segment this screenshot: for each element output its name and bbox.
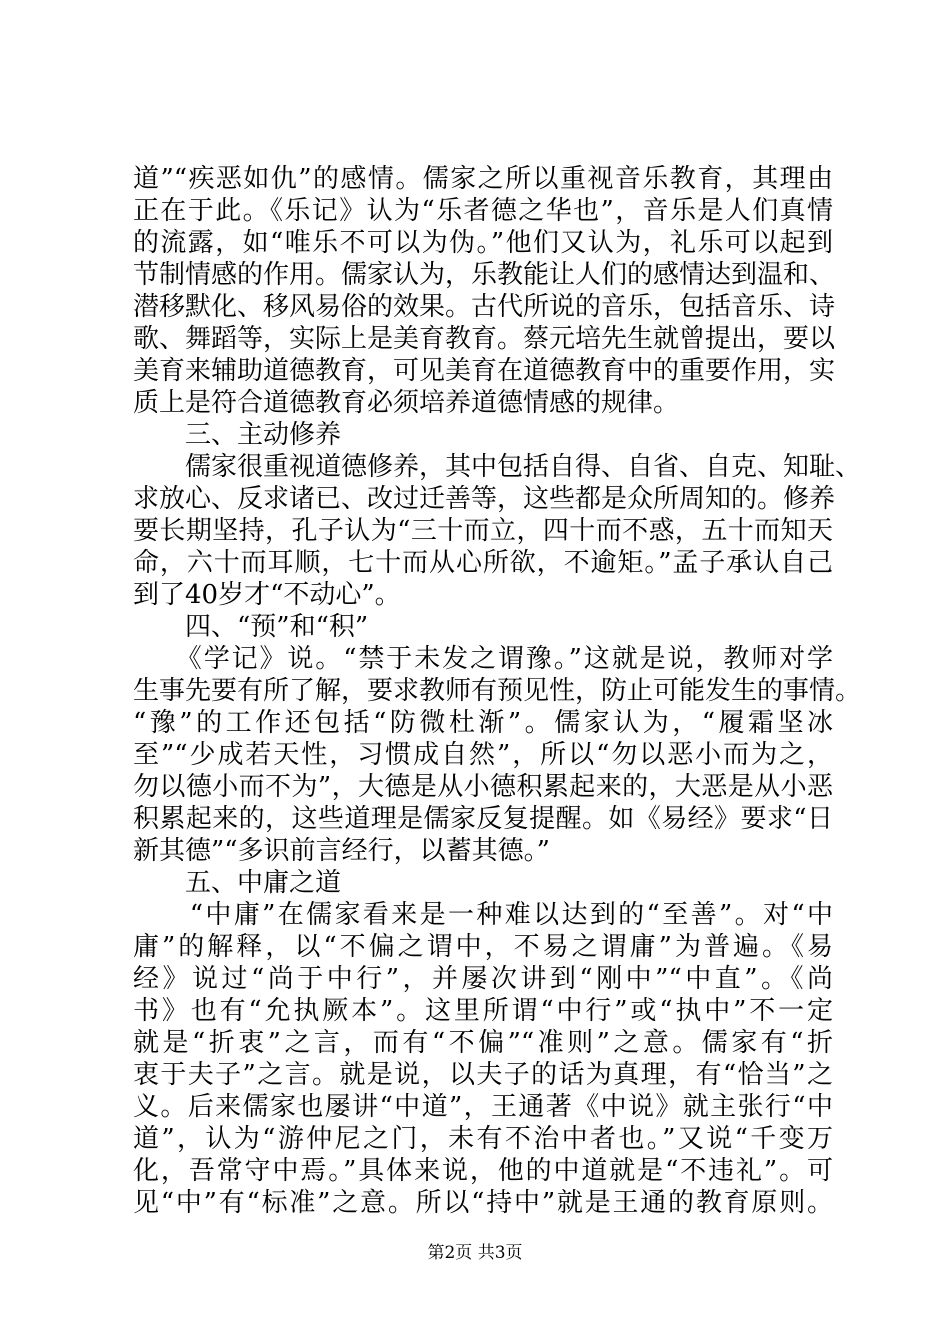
body-line: 至”“少成若天性，习惯成自然”，所以“勿以恶小而为之，: [133, 740, 833, 770]
body-line: 潜移默化、移风易俗的效果。古代所说的音乐，包括音乐、诗: [133, 292, 836, 322]
body-line: 正在于此。《乐记》认为“乐者德之华也”，音乐是人们真情: [133, 196, 833, 226]
body-line: 庸”的解释，以“不偏之谓中，不易之谓庸”为普遍。《易: [133, 932, 833, 962]
body-line: “豫”的工作还包括“防微杜渐”。儒家认为，“履霜坚冰: [133, 708, 833, 738]
body-line: 就是“折衷”之言，而有“不偏”“准则”之意。儒家有“折: [133, 1028, 833, 1058]
body-line: “中庸”在儒家看来是一种难以达到的“至善”。对“中: [133, 900, 833, 930]
body-line: 书》也有“允执厥本”。这里所谓“中行”或“执中”不一定: [133, 996, 833, 1026]
body-line: 到了40岁才“不动心”。: [133, 580, 401, 610]
body-line: 生事先要有所了解，要求教师有预见性，防止可能发生的事情。: [133, 676, 862, 706]
section-heading-3: 三、主动修养: [185, 420, 342, 450]
body-line: 的流露，如“唯乐不可以为伪。”他们又认为，礼乐可以起到: [133, 228, 833, 258]
body-line: 歌、舞蹈等，实际上是美育教育。蔡元培先生就曾提出，要以: [133, 324, 836, 354]
body-line: 《学记》说。“禁于未发之谓豫。”这就是说，教师对学: [133, 644, 833, 674]
body-line: 勿以德小而不为”，大德是从小德积累起来的，大恶是从小恶: [133, 772, 833, 802]
body-line: 节制情感的作用。儒家认为，乐教能让人们的感情达到温和、: [133, 260, 836, 290]
section-heading-5: 五、中庸之道: [185, 868, 342, 898]
body-line: 见“中”有“标准”之意。所以“持中”就是王通的教育原则。: [133, 1188, 833, 1218]
body-line: 化，吾常守中焉。”具体来说，他的中道就是“不违礼”。可: [133, 1156, 833, 1186]
body-line: 积累起来的，这些道理是儒家反复提醒。如《易经》要求“日: [133, 804, 833, 834]
body-line: 道”，认为“游仲尼之门，未有不治中者也。”又说“千变万: [133, 1124, 833, 1154]
document-body: [133, 163, 862, 1219]
body-line: 义。后来儒家也屡讲“中道”，王通著《中说》就主张行“中: [133, 1092, 833, 1122]
body-line: 要长期坚持，孔子认为“三十而立，四十而不惑，五十而知天: [133, 516, 833, 546]
body-line: 新其德”“多识前言经行，以蓄其德。”: [133, 836, 550, 866]
body-line: 美育来辅助道德教育，可见美育在道德教育中的重要作用，实: [133, 356, 836, 386]
body-line: 命，六十而耳顺，七十而从心所欲，不逾矩。”孟子承认自己: [133, 548, 833, 578]
body-line: 质上是符合道德教育必须培养道德情感的规律。: [133, 388, 680, 418]
page-number-footer: 第2页 共3页: [427, 1243, 523, 1263]
body-line: 儒家很重视道德修养，其中包括自得、自省、自克、知耻、: [133, 452, 862, 482]
body-line: 衷于夫子”之言。就是说，以夫子的话为真理，有“恰当”之: [133, 1060, 833, 1090]
body-line: 求放心、反求诸已、改过迁善等，这些都是众所周知的。修养: [133, 484, 836, 514]
section-heading-4: 四、“预”和“积”: [185, 612, 369, 642]
body-line: 道”“疾恶如仇”的感情。儒家之所以重视音乐教育，其理由: [133, 164, 833, 194]
body-line: 经》说过“尚于中行”，并屡次讲到“刚中”“中直”。《尚: [133, 964, 833, 994]
